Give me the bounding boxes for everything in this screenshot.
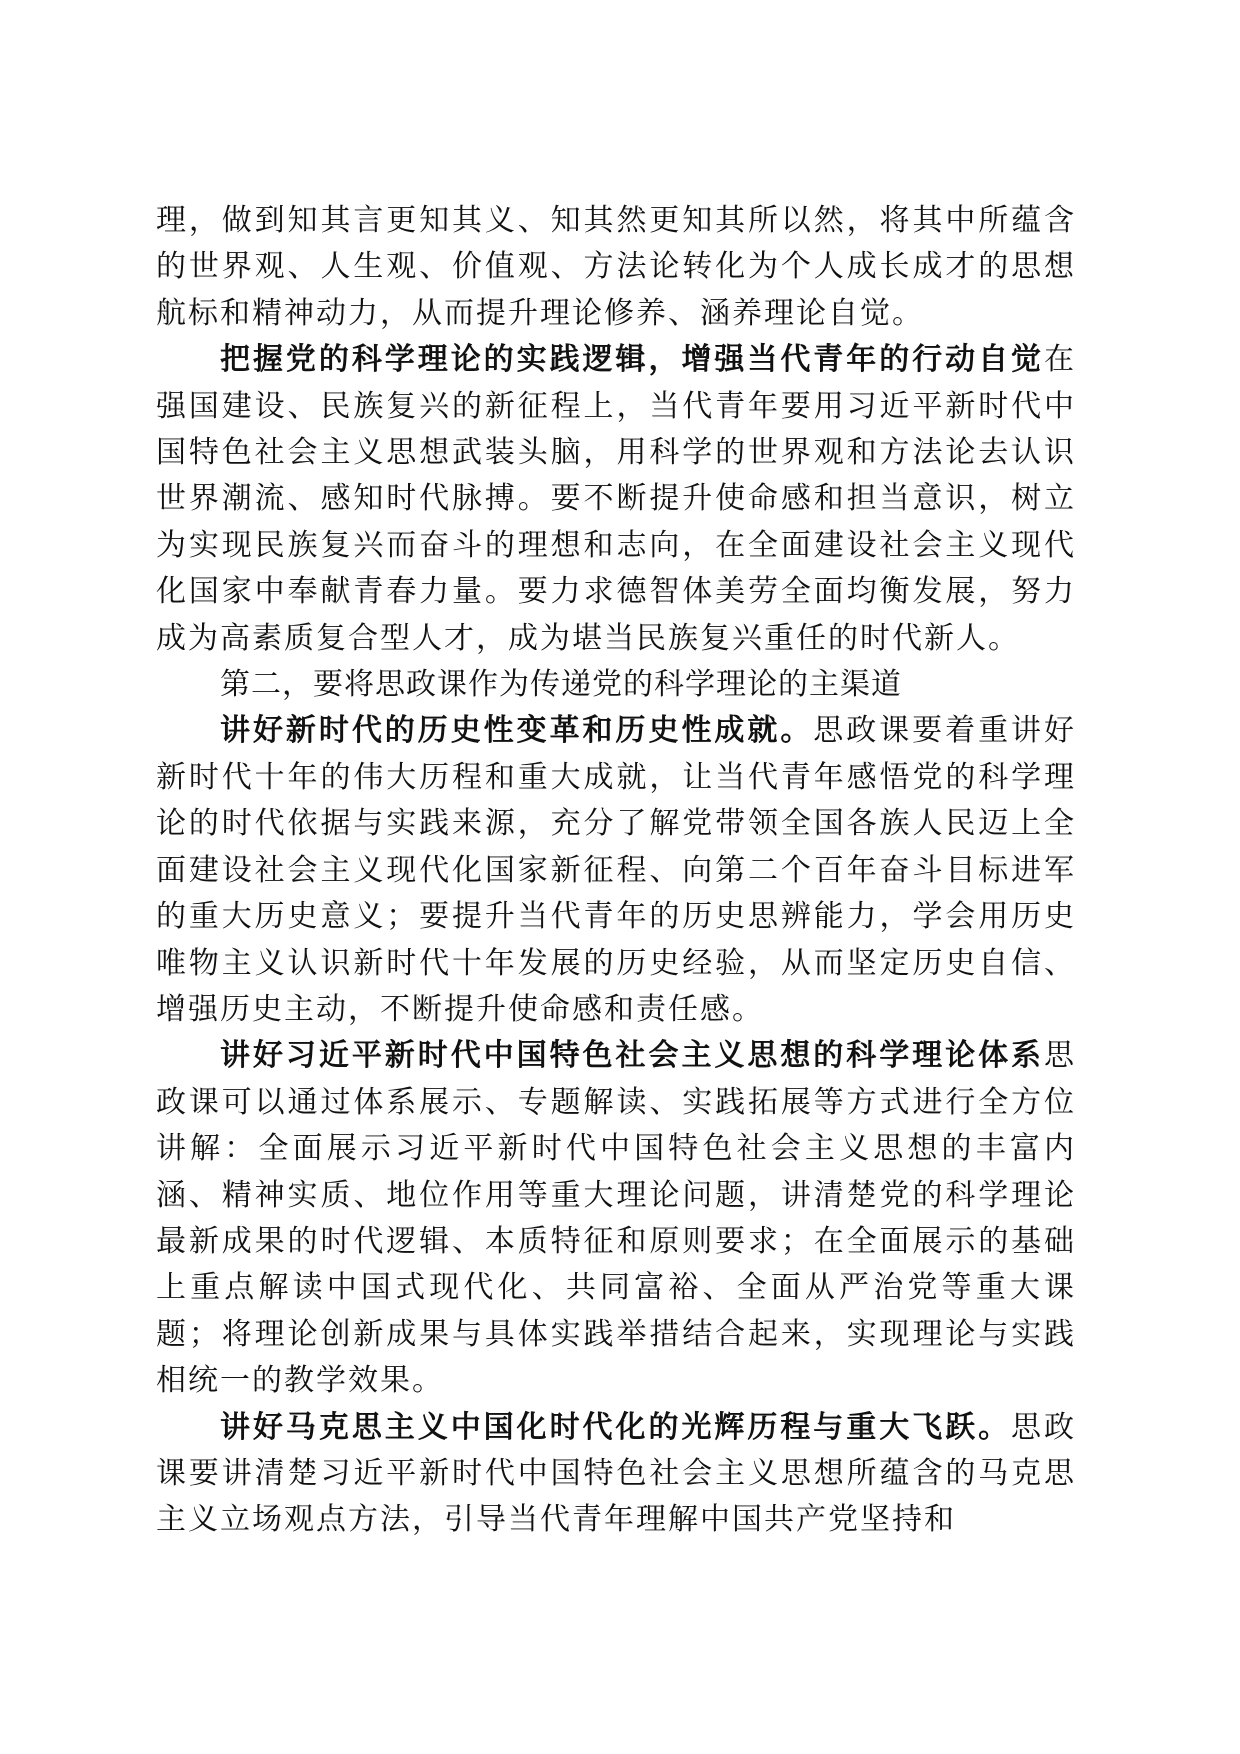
paragraph-continuation [156,198,1076,337]
section-heading: 第二，要将思政课作为传递党的科学理论的主渠道 [220,667,902,703]
paragraph-text: 理，做到知其言更知其义、知其然更知其所以然，将其中所蕴含的世界观、人生观、价值观、方法论转化为个人成长成才的思想航标和精神动力，从而提升理论修养、涵养理论自觉。 [156,203,1076,331]
paragraph-marxism-sinicization [156,1405,1076,1544]
paragraph-theory-system [156,1033,1076,1404]
paragraph-lead: 讲好马克思主义中国化时代化的光辉历程与重大飞跃。 [220,1409,1012,1445]
paragraph-historic-achievements [156,708,1076,1033]
paragraph-lead: 讲好新时代的历史性变革和历史性成就。 [220,713,814,749]
document-page [156,198,1076,1544]
paragraph-lead: 把握党的科学理论的实践逻辑，增强当代青年的行动自觉 [220,342,1044,378]
paragraph-text: 思政课可以通过体系展示、专题解读、实践拓展等方式进行全方位讲解：全面展示习近平新时代中国特色社会主义思想的丰富内涵、精神实质、地位作用等重大理论问题，讲清楚党的科学理论最新成果的时代逻辑、本质特征和原则要求；在全面展示的基础上重点解读中国式现代化、共同富裕、全面从严治党等重大课题；将理论创新成果与具体实践举措结合起来，实现理论与实践相统一的教学效果。 [156,1038,1076,1399]
paragraph-text: 思政课要着重讲好新时代十年的伟大历程和重大成就，让当代青年感悟党的科学理论的时代依据与实践来源，充分了解党带领全国各族人民迈上全面建设社会主义现代化国家新征程、向第二个百年奋斗目标进军的重大历史意义；要提升当代青年的历史思辨能力，学会用历史唯物主义认识新时代十年发展的历史经验，从而坚定历史自信、增强历史主动，不断提升使命感和责任感。 [156,713,1077,1027]
paragraph-practice-logic [156,337,1076,662]
paragraph-lead: 讲好习近平新时代中国特色社会主义思想的科学理论体系 [220,1038,1044,1074]
paragraph-text: 在强国建设、民族复兴的新征程上，当代青年要用习近平新时代中国特色社会主义思想武装头脑，用科学的世界观和方法论去认识世界潮流、感知时代脉搏。要不断提升使命感和担当意识，树立为实现民族复兴而奋斗的理想和志向，在全面建设社会主义现代化国家中奉献青春力量。要力求德智体美劳全面均衡发展，努力成为高素质复合型人才，成为堪当民族复兴重任的时代新人。 [156,342,1076,656]
paragraph-text: 思政课要讲清楚习近平新时代中国特色社会主义思想所蕴含的马克思主义立场观点方法，引导当代青年理解中国共产党坚持和 [156,1409,1077,1538]
